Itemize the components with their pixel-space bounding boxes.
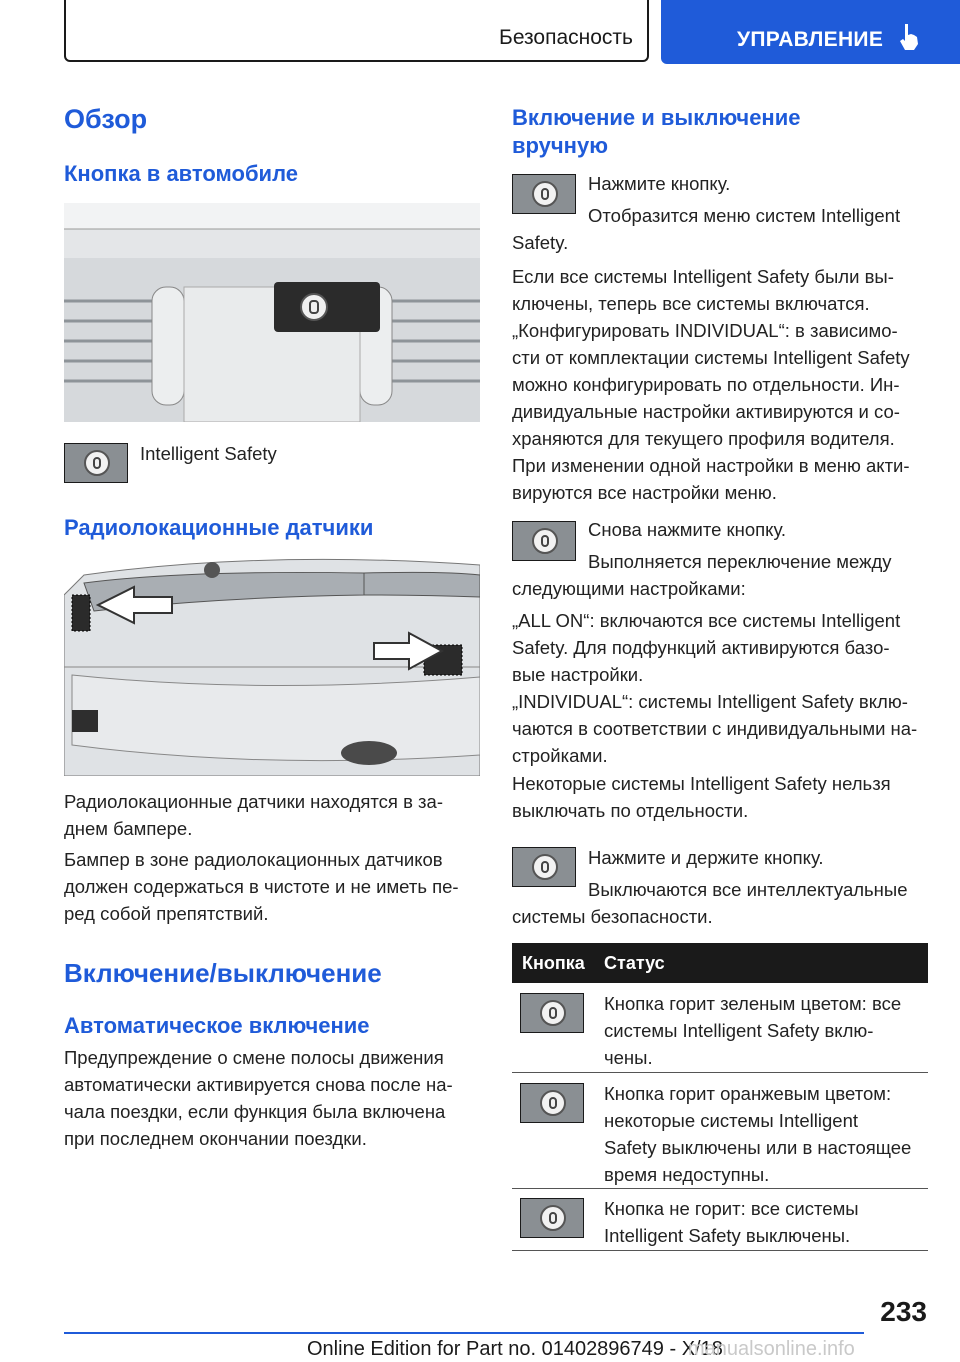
button-orange-icon	[520, 1083, 584, 1123]
status-table-header	[512, 943, 928, 983]
rear-bumper-radar-illustration	[64, 555, 480, 776]
step1-desc: Отобразится меню систем Intelligent	[588, 205, 901, 226]
individual-config-text: „Конфигурировать INDIVIDUAL“: в зависимо- сти от комплектации системы Intelligent Safety можно конфигурировать по отдельности. Ин- дивидуальные настройки активируются и со- храняются для текущего профиля водителя. При изменении одной настройки в меню акти- вируются все настройки меню.	[512, 320, 910, 503]
step1-text: Нажмите кнопку.	[588, 173, 731, 194]
step2-desc: Выполняется переключение между	[588, 551, 892, 572]
manual-on-off-heading: Включение и выключение вручную	[512, 105, 801, 158]
cannot-disable-text: Некоторые системы Intelligent Safety нельзя выключать по отдельности.	[512, 773, 891, 821]
intelligent-safety-button-icon	[64, 443, 128, 483]
col-button-header: Кнопка	[522, 953, 585, 973]
table-row-divider	[512, 1188, 928, 1189]
dashboard-button-illustration	[64, 203, 480, 422]
radar-clean-text: Бампер в зоне радиолокационных датчиков должен содержаться в чистоте и не иметь пе- ред собой препятствий.	[64, 849, 459, 924]
radar-location-text: Радиолокационные датчики находятся в за- днем бампере.	[64, 791, 443, 839]
radar-sensors-heading: Радиолокационные датчики	[64, 515, 374, 540]
col-status-header: Статус	[604, 953, 665, 973]
table-row-divider	[512, 1072, 928, 1073]
table-row-status-1: Кнопка горит зеленым цветом: все системы Intelligent Safety вклю- чены.	[604, 993, 902, 1068]
table-row-status-3: Кнопка не горит: все системы Intelligent Safety выключены.	[604, 1198, 859, 1246]
auto-activation-heading: Автоматическое включение	[64, 1013, 370, 1038]
header-section-tab	[64, 0, 649, 62]
table-row-divider	[512, 1250, 928, 1251]
all-off-note: Если все системы Intelligent Safety были вы- ключены, теперь все системы включатся.	[512, 266, 894, 314]
button-in-car-heading: Кнопка в автомобиле	[64, 161, 298, 186]
step1-desc2: Safety.	[512, 232, 569, 253]
button-caption: Intelligent Safety	[140, 443, 277, 464]
intelligent-safety-button-icon-3	[512, 847, 576, 887]
intelligent-safety-button-icon-1	[512, 174, 576, 214]
auto-activation-text: Предупреждение о смене полосы движения автоматически активируется снова после на- чала поездки, если функция была включена при последнем окончании поездки.	[64, 1047, 453, 1149]
edition-text: Online Edition for Part no. 01402896749 - X/18	[307, 1338, 723, 1360]
intelligent-safety-button-icon-2	[512, 521, 576, 561]
overview-title: Обзор	[64, 104, 148, 134]
watermark-text: manualsonline.info	[688, 1338, 855, 1360]
button-off-icon	[520, 1198, 584, 1238]
header-chapter-label: УПРАВЛЕНИЕ	[737, 28, 884, 51]
step2-desc2: следующими настройками:	[512, 578, 746, 599]
step2-text: Снова нажмите кнопку.	[588, 519, 786, 540]
page-number: 233	[880, 1296, 927, 1327]
table-row-status-2: Кнопка горит оранжевым цветом: некоторые системы Intelligent Safety выключены или в настоящее время недоступны.	[604, 1083, 912, 1185]
header-chapter-tab	[661, 0, 960, 64]
all-on-text: „ALL ON“: включаются все системы Intelligent Safety. Для подфункций активируются базо- вые настройки.	[512, 610, 901, 685]
header-section-label: Безопасность	[499, 26, 633, 49]
individual-text: „INDIVIDUAL“: системы Intelligent Safety вклю- чаются в соответствии с индивидуальными на- стройками.	[512, 691, 918, 766]
button-green-icon	[520, 993, 584, 1033]
footer-divider	[64, 1332, 864, 1334]
step3-desc2: системы безопасности.	[512, 906, 713, 927]
hand-pointer-icon	[897, 22, 921, 52]
step3-text: Нажмите и держите кнопку.	[588, 847, 824, 868]
on-off-heading: Включение/выключение	[64, 958, 382, 988]
step3-desc: Выключаются все интеллектуальные	[588, 879, 908, 900]
